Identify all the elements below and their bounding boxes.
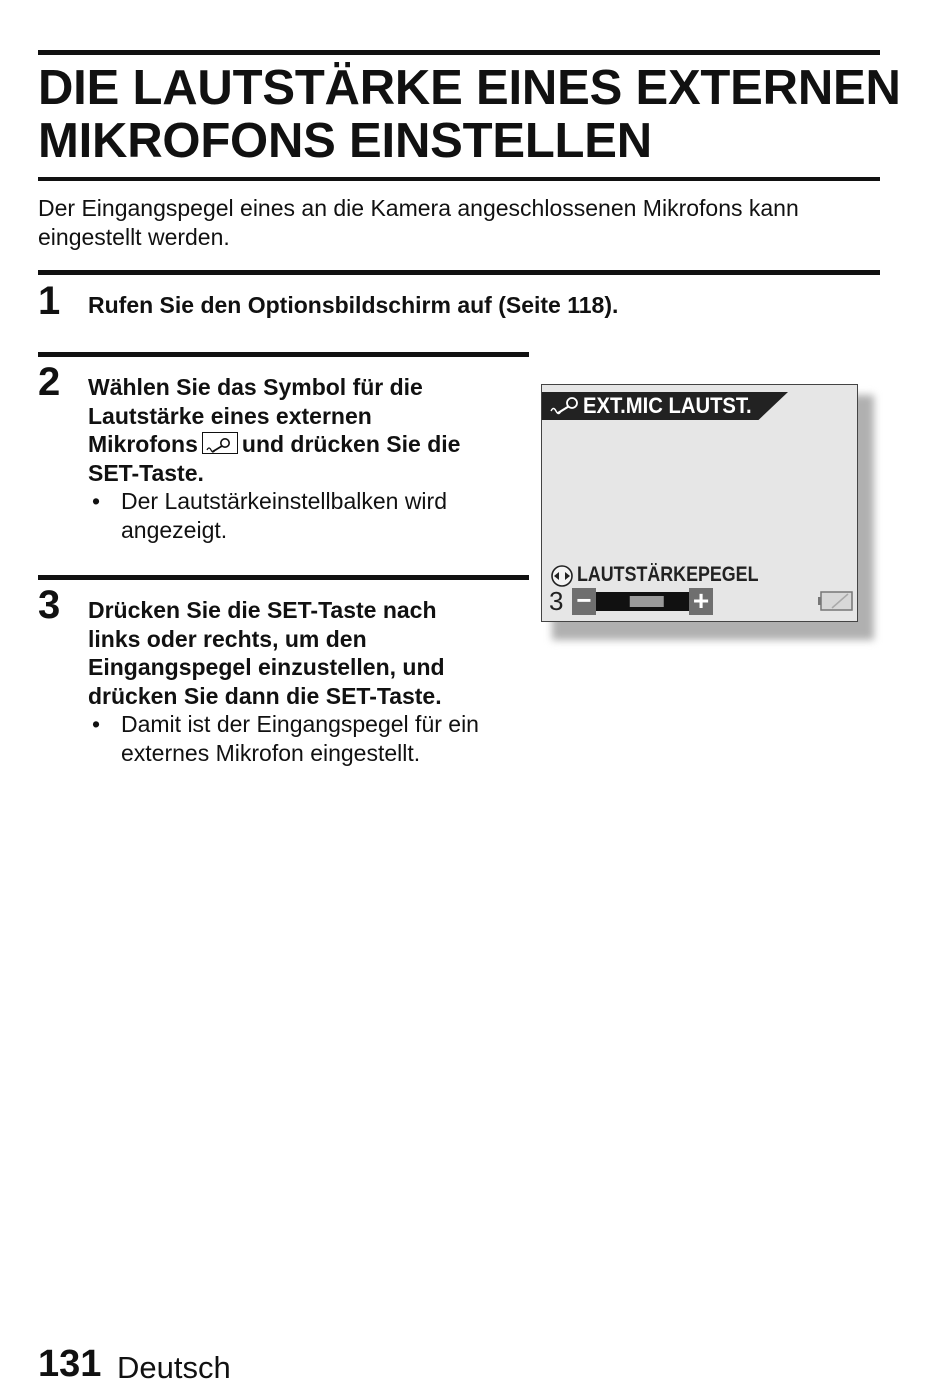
minus-symbol: − [576, 588, 592, 615]
page-number: 131 [38, 1343, 102, 1385]
step-3-line: links oder rechts, um den [88, 625, 367, 652]
step-3-line: Drücken Sie die SET-Taste nach [88, 597, 437, 623]
microphone-icon [202, 432, 238, 454]
footer-language: Deutsch [117, 1350, 231, 1385]
step-2-line: und drücken Sie die [241, 431, 461, 457]
page-title-line: DIE LAUTSTÄRKE EINES EXTERNEN [38, 61, 901, 115]
step-3-bullet [92, 710, 522, 770]
step-2-line: Wählen Sie das Symbol für die [88, 374, 423, 400]
bullet-line: angezeigt. [121, 516, 228, 543]
step-2-line: Lautstärke eines externen [88, 402, 372, 429]
step-1-rule [38, 270, 880, 275]
plus-symbol: + [692, 588, 710, 615]
bullet-line: Damit ist der Eingangspegel für ein [121, 711, 479, 737]
bullet-dot: • [92, 711, 101, 737]
step-1-text: Rufen Sie den Optionsbildschirm auf (Seite 118). [88, 292, 619, 318]
battery-icon [818, 590, 854, 617]
step-3-line: Eingangspegel einzustellen, und [88, 654, 445, 680]
step-2-rule [38, 352, 529, 357]
step-3-number: 3 [38, 583, 61, 627]
intro-paragraph [38, 194, 898, 252]
step-2-line-with-icon [88, 430, 528, 459]
title-bottom-rule [38, 177, 880, 181]
step-2-number: 2 [38, 360, 61, 404]
bullet-line: Der Lautstärkeinstellbalken wird [121, 488, 447, 514]
level-slider [572, 588, 713, 615]
step-2-bullet [92, 487, 522, 547]
level-value: 3 [549, 586, 564, 616]
step-3-rule [38, 575, 529, 580]
step-1-number: 1 [38, 279, 61, 323]
step-2-line: SET-Taste. [88, 459, 204, 486]
bullet-dot: • [92, 488, 101, 514]
microphone-icon [550, 395, 582, 422]
step-2-text [88, 373, 528, 487]
top-rule [38, 50, 880, 55]
step-2-line: Mikrofons [88, 431, 198, 457]
bullet-line: externes Mikrofon eingestellt. [121, 739, 421, 766]
intro-line: eingestellt werden. [38, 224, 230, 250]
page-title-line: MIKROFONS EINSTELLEN [38, 114, 652, 168]
camera-screen [541, 384, 858, 622]
step-3-text [88, 596, 528, 710]
intro-line: Der Eingangspegel eines an die Kamera angeschlossenen Mikrofons kann [38, 195, 799, 221]
screen-title: EXT.MIC LAUTST. [583, 393, 752, 418]
step-3-line: drücken Sie dann die SET-Taste. [88, 682, 442, 709]
slider-fill [630, 596, 664, 607]
page-title [38, 61, 901, 168]
level-label: LAUTSTÄRKEPEGEL [577, 563, 759, 586]
